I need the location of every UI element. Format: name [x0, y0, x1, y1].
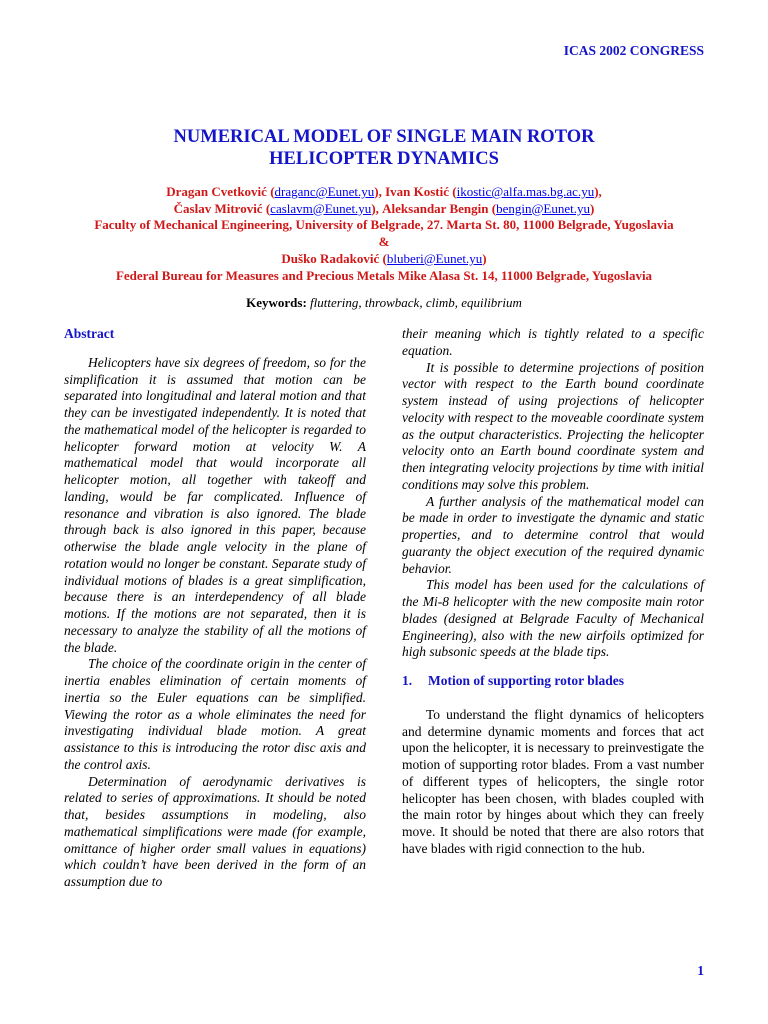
author-line-3: Duško Radaković (bluberi@Eunet.yu) [281, 250, 487, 266]
paper-title [0, 126, 768, 170]
section-heading [402, 673, 704, 690]
page-number: 1 [697, 963, 704, 978]
author-name: Dragan Cvetković [166, 184, 267, 199]
author-name: Duško Radaković [281, 250, 380, 266]
author-line-1: Dragan Cvetković (draganc@Eunet.yu), Ivan Kostić (ikostic@alfa.mas.bg.ac.yu), [166, 184, 602, 199]
keywords-line [0, 295, 768, 311]
keywords-label: Keywords: [246, 295, 307, 310]
title-line-1: NUMERICAL MODEL OF SINGLE MAIN ROTOR [173, 127, 595, 147]
author-block [0, 184, 768, 284]
abstract-paragraph: The choice of the coordinate origin in the center of inertia enables elimination of certain moments of inertia so the Euler equations can be simplified. Viewing the rotor as a whole eliminates the need for investigating individual blade motion. A great assistance to this is introducing the rotor disc axis and the control axis. [64, 656, 366, 772]
congress-header: ICAS 2002 CONGRESS [563, 43, 704, 58]
author-line-2: Časlav Mitrović (caslavm@Eunet.yu), Aleksandar Bengin (bengin@Eunet.yu) [173, 200, 595, 216]
abstract-paragraph: Helicopters have six degrees of freedom, so for the simplification it is assumed that motion can be separated into longitudinal and lateral motion and that they can be investigated independently. It is noted that the mathematical model of the helicopter is regarded to helicopter forward motion at velocity W. A mathematical model that would incorporate all helicopter motion, all together with takeoff and landing, would be far complicated. Influence of resonance and vibration is also ignored. The blade through back is also ignored in this paper, because otherwise the blade angle velocity in the plane of rotation would no longer be constant. Separate study of individual motions of blades is a great simplification, because there is an interdependency of all blade motions. If the motions are not separated, then it is necessary to analyze the stability of all the motions of the blade. [64, 354, 366, 655]
abstract-heading: Abstract [64, 326, 115, 341]
abstract-paragraph: It is possible to determine projections of position vector with respect to the Earth bound coordinate system instead of using projections of helicopter velocity with respect to the moveable coordinate system as the output characteristics. Projecting the helicopter velocity onto an Earth bound coordinate system and then integrating velocity projections by time with initial conditions may solve this problem. [402, 359, 704, 492]
author-name: Časlav Mitrović [173, 200, 263, 216]
abstract-paragraph: Determination of aerodynamic derivatives is related to series of approximations. It should be noted that, besides assumptions in modeling, also mathematical simplifications were made (for example, omittance of higher order small values in equations) which couldn’t have been derived in the form of an assumption due to [64, 773, 366, 889]
affiliation-2: Federal Bureau for Measures and Precious Metals Mike Alasa St. 14, 11000 Belgrade, Yugoslavia [115, 267, 653, 283]
section-title: Motion of supporting rotor blades [428, 673, 625, 688]
right-column [402, 326, 704, 858]
affiliation-1: Faculty of Mechanical Engineering, University of Belgrade, 27. Marta St. 80, 11000 Belgrade, Yugoslavia [94, 217, 674, 233]
author-email-link[interactable]: draganc@Eunet.yu [274, 184, 375, 199]
author-name: Ivan Kostić [385, 184, 449, 199]
left-column [64, 326, 366, 891]
abstract-paragraph: A further analysis of the mathematical model can be made in order to investigate the dynamic and static properties, and to determine control that would guaranty the object execution of the required dynamic behavior. [402, 493, 704, 576]
section-number: 1. [402, 673, 413, 688]
affiliation-separator: & [378, 234, 390, 250]
abstract-paragraph-continued: their meaning which is tightly related to a specific equation. [402, 326, 704, 358]
author-name: Aleksandar Bengin [382, 200, 489, 216]
keywords-value: fluttering, throwback, climb, equilibrium [310, 295, 522, 310]
body-paragraph: To understand the flight dynamics of helicopters and determine dynamic moments and forces that act upon the helicopter, it is necessary to preinvestigate the motion of supporting rotor blades. From a vast number of different types of helicopters, the single rotor helicopter has been chosen, with blades coupled with the main rotor by hinges about which they can freely move. It should be noted that there are also rotors that have blades with rigid connection to the hub. [402, 706, 704, 856]
author-email-link[interactable]: ikostic@alfa.mas.bg.ac.yu [456, 184, 595, 199]
author-email-link[interactable]: bluberi@Eunet.yu [386, 250, 483, 266]
author-email-link[interactable]: caslavm@Eunet.yu [270, 200, 372, 216]
abstract-paragraph: This model has been used for the calculations of the Mi-8 helicopter with the new composite main rotor blades (designed at Belgrade Faculty of Mechanical Engineering), also with the new airfoils optimized for high subsonic speeds at the blade tips. [402, 577, 704, 660]
author-email-link[interactable]: bengin@Eunet.yu [496, 200, 591, 216]
title-line-2: HELICOPTER DYNAMICS [269, 149, 499, 169]
